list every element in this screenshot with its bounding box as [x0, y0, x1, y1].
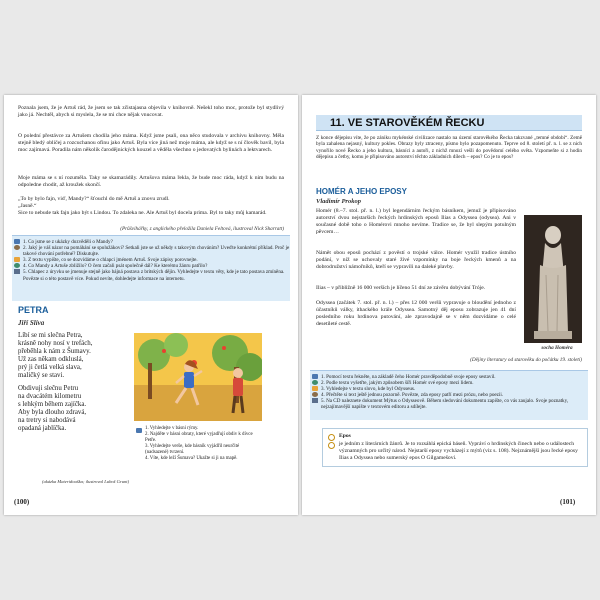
poem-author: Jiří Slíva: [18, 319, 45, 327]
circle-bullet-icon: [328, 442, 335, 449]
poem-question-item: 3. Vyhledejte verše, kde básník vyjádřil neurčité (nadsazené) tvrzení.: [145, 444, 240, 455]
homer-paragraph: Námět obou eposů pochází z pověstí o trojské válce. Homér využil tradice ústního podání, v níž se uchovaly staré živé vzpomínky na boje řeckých kmenů a na dobrodružství námořníků, kteří se vypravili na daleké plavby.: [316, 250, 516, 270]
poem-line: s lehkým během zajíčka.: [18, 400, 87, 408]
page-number: (100): [14, 498, 30, 506]
poem-line: krásně nohy nosí v trefách,: [18, 340, 93, 348]
poem-line: Aby byla dlouho zdravá,: [18, 408, 87, 416]
poem-line: přeběhla k nám z Šumavy.: [18, 348, 91, 356]
poem-line: Líbí se mi slečna Petra,: [18, 332, 83, 339]
runner-illustration: [134, 333, 262, 421]
circle-bullet-icon: [328, 434, 335, 441]
source-caption: (Průšvihářky, z anglického přeložila Daniela Feltová, ilustroval Nick Sharratt): [120, 226, 284, 232]
discussion-icon: [312, 392, 318, 397]
questions-box: [310, 370, 588, 420]
epos-title: Epos: [339, 433, 351, 439]
question-item: 1. Co jsme se z ukázky dozvěděli o Mandy?: [12, 239, 290, 245]
homer-paragraph: Odyssea (začátek 7. stol. př. n. l.) – přes 12 000 veršů vypravuje o bloudění jednoho z účastníků války, ithackého krále Odyssea. Samotný děj eposu zobrazuje jen 41 dní posledního roku hrdinova putování, ale zpravodajně se v něm dozvídáme o celé desetileté cestě.: [316, 300, 516, 327]
homer-statue-art: [524, 215, 582, 343]
homer-author: Vladimír Prokop: [316, 198, 361, 205]
question-item: 3. Vyhledejte v textu slovo, kde byl Odysseus.: [310, 386, 588, 392]
chapter-title: 11. VE STAROVĚKÉM ŘECKU: [330, 117, 485, 129]
book-icon: [312, 374, 318, 379]
poem-line: na tretry si nabodává: [18, 416, 76, 424]
discussion-icon: [14, 245, 20, 250]
epos-definition: je jedním z literárních žánrů. Je to rozsáhlá epická báseň. Vypráví o hrdinských činech nebo o událostech významných pro určitý národ. Nejstarší eposy vycházejí z mýtů (viz s. 108). Nejznámější jsou řecké eposy Ilias a Odyssea nebo sumerský epos O Gilgamešovi.: [339, 441, 578, 461]
poem-line: Obdivuji slečnu Petru: [18, 384, 79, 392]
book-icon: [136, 428, 142, 433]
question-item: 5. Chlapec z úryvku se jmenuje stejně jako bájná postava z britských dějin. Vyhledejte v textu věty, kde je tato postava zmíněna. Povězte si o této postavě více. Pokud nevíte, dohledejte informace na internetu.: [12, 269, 290, 281]
epos-title-row: [326, 433, 584, 441]
question-item: 2. Podle textu vyšetřte, jakým způsobem šíři Homér své eposy mezi lidem.: [310, 380, 588, 386]
computer-icon: [14, 269, 20, 274]
question-item: 4. Přečtěte si text ještě jednou pozorně. Povězte, zda eposy patří mezi prózu, nebo poezii.: [310, 392, 588, 398]
question-item: 4. Co Mandy a Artuše zbližilo? O čem začali psát společně dál? Ke kterému žánru patřilo?: [12, 263, 290, 269]
story-paragraph: Moje máma se s ní rozuměla. Taky se skamarádily. Artušova máma řekla, že bude moc ráda, když k nim budu na odpoledne chodit, až kroužek skončí.: [18, 175, 284, 188]
epos-item: [326, 441, 584, 462]
homer-statue-image: [524, 215, 582, 343]
poem-text: [18, 332, 133, 433]
story-paragraph: Sice to nebude tak fajn jako být s Lindou. To zdaleka ne. Ale Artuš byl docela prima. Byl to taky můj kamarád.: [18, 210, 267, 216]
ear-icon: [312, 380, 318, 385]
book-icon: [14, 239, 20, 244]
poem-title: PETRA: [18, 305, 49, 315]
poem-line: maličký se stavi.: [18, 372, 65, 380]
runner-illustration-art: [134, 333, 262, 421]
pencil-icon: [312, 386, 318, 391]
story-paragraph: Poznala jsem, že je Artuš rád, že jsem se tak zčistajasna objevila v knihovně. Nešekl toho moc, protože byl stydlivý jako já. Nechtěl, abych si myslela, že se mi chce nějak vnucovat.: [18, 105, 284, 118]
poem-question-item: 4. Víte, kde leží Šumava? Ukažte si ji na mapě.: [145, 456, 238, 461]
pencil-icon: [14, 257, 20, 262]
intro-text: Z konce dějepisu víte, že po zániku mykénské civilizace nastalo na území starověkého Řecka takzvané „temné období“. Země byla zahalena nejasný, kultury pokles. Obrazy byly ztraceny, písmo bylo pozapomenuto. Teprve od 8. století př. n. l. se z nich vynořilo nové Řecko a jeho kultura, básníci a autoři, z nichž mnozí vešli do povědomí celého světa. Vzpomeňte si z hodin dějepisu a četby, komu je připisováno autorství těchto základních dílech – epos? Co je to epos?: [316, 135, 582, 161]
homer-paragraph: Homér (8.–7. stol. př. n. l.) byl legendárním řeckým básníkem, jemuž je připisováno autorství dvou nejstarších řeckých hrdinských eposů Ilias a Odyssea (odysea). Ani v současné době toho o Homérovi mnoho nevíme. Tradice se, že byl slepým potulným pěvcem…: [316, 208, 516, 235]
right-page: [302, 95, 596, 515]
poem-line: prý ji četlá velká slava,: [18, 364, 82, 372]
poem-line: Už zas někam odkluslá,: [18, 356, 84, 364]
question-item: 1. Pomocí textu řekněte, na základě čeho Homér pravděpodobně svoje eposy sestavil.: [310, 374, 588, 380]
epos-definition-box: [322, 428, 588, 467]
poem-line: opadaná jablíčka.: [18, 425, 67, 433]
left-page: [4, 95, 298, 515]
poem-line: na dvacátém kilometru: [18, 392, 82, 400]
source-caption: (Dějiny literatury od starověku do počátku 19. století): [470, 357, 582, 363]
homer-title: HOMÉR A JEHO EPOSY: [316, 187, 407, 196]
story-paragraph: „Jasně.“: [18, 203, 37, 209]
questions-box: [12, 235, 290, 301]
poem-questions: [134, 426, 260, 462]
question-item: 2. Jaký je váš názor na pomáhání se spolužákovi? Setkali jste se už někdy s takovým chováním? Uveďte konkrétní příklad. Proč je takové chování potřebné? Diskutujte.: [12, 245, 290, 257]
question-item: 3. Z textu vypište, co se dozvídáme o chlapci jménem Artuš. Svoje zápisy porovnejte.: [12, 257, 290, 263]
poem-question-item: 1. Vyhledejte v básni rýmy.: [145, 426, 199, 431]
statue-caption: socha Homéra: [541, 345, 573, 351]
homer-paragraph: Ilias – v přibližně 16 000 verších je líčeno 51 dní ze závěru dobývání Tróje.: [316, 285, 486, 291]
story-paragraph: O polední přestávce za Artušem chodila jeho máma. Když jsme psali, ona něco studovala v archivu knihovny. Měla stejně bledý obličej a rozcuchanou ofinu jako Artuš. Byla více jiná než moje máma, ale když se s ní člověk bavil, byla moc zajímavá. Poradila nám několik čarodějnických kouzel a věděla všechno o jedovatých bylinách a lektvarech.: [18, 133, 284, 153]
computer-icon: [312, 398, 318, 403]
story-paragraph: „To by bylo fajn, viď, Mandy?“ šťouchl do mě Artuš a znovu zrudl.: [18, 196, 170, 202]
illustration-caption: (ukázka Materidouška; ilustroval Luboš Grunt): [42, 479, 130, 484]
question-item: 5. Na CD naleznete dokument Mýtus o Odysseově. Během sledování dokumentu zapište, co vás zaujalo. Svoje poznatky, nejzajímavější napište v textovém editoru a sdílejte.: [310, 398, 588, 410]
chapter-bar: [316, 115, 582, 131]
page-number: (101): [560, 498, 576, 506]
ear-icon: [14, 263, 20, 268]
poem-question-item: 2. Najděte v básni obraty, které vyjadřují obdiv k dívce Petře.: [145, 432, 253, 443]
